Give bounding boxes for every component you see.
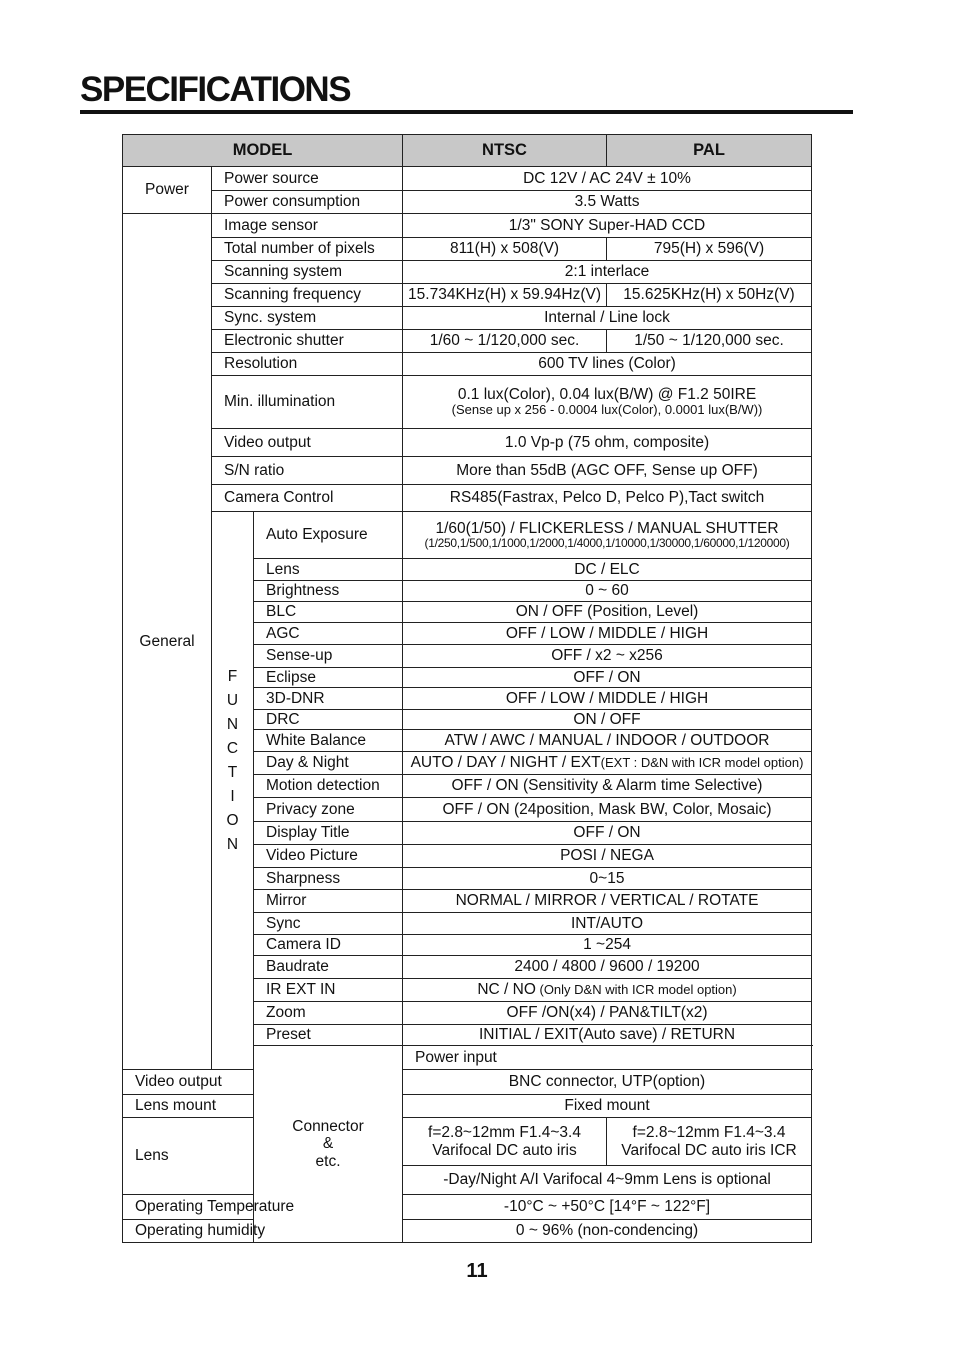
header-model: MODEL xyxy=(123,135,403,167)
title-rule xyxy=(80,110,853,114)
row-value-text: OFF / x2 ~ x256 xyxy=(551,647,663,665)
row-label: Auto Exposure xyxy=(254,512,403,559)
row-value xyxy=(403,602,812,623)
table-row xyxy=(123,1195,812,1220)
table-row xyxy=(123,353,812,376)
row-value xyxy=(403,890,812,913)
table-row xyxy=(123,485,812,512)
row-value-ntsc: 15.734KHz(H) x 59.94Hz(V) xyxy=(403,284,607,307)
group-general: General xyxy=(123,214,212,1070)
table-row xyxy=(123,167,812,191)
row-label: Camera Control xyxy=(212,485,403,512)
row-label: Camera ID xyxy=(254,935,403,956)
table-row xyxy=(123,1095,812,1118)
function-letter: F xyxy=(227,668,238,685)
row-value xyxy=(403,956,812,979)
row-label: Lens xyxy=(254,559,403,581)
row-value: 600 TV lines (Color) xyxy=(403,353,812,376)
illumination-note: (Sense up x 256 - 0.0004 lux(Color), 0.0001 lux(B/W)) xyxy=(451,402,763,418)
table-row xyxy=(123,214,812,238)
row-value xyxy=(403,688,812,710)
table-row xyxy=(123,238,812,261)
row-value: 0 ~ 96% (non-condencing) xyxy=(403,1220,812,1243)
row-label: Mirror xyxy=(254,890,403,913)
table-row xyxy=(123,307,812,330)
illumination-value: 0.1 lux(Color), 0.04 lux(B/W) @ F1.2 50IRE xyxy=(457,386,757,404)
row-value: More than 55dB (AGC OFF, Sense up OFF) xyxy=(403,457,812,485)
row-value xyxy=(403,845,812,868)
row-label: Preset xyxy=(254,1025,403,1046)
row-value-ntsc: 811(H) x 508(V) xyxy=(403,238,607,261)
row-value xyxy=(403,752,812,775)
row-value xyxy=(403,868,812,890)
row-value xyxy=(403,730,812,752)
row-value xyxy=(403,710,812,730)
row-label: Power consumption xyxy=(212,191,403,214)
page-number: 11 xyxy=(466,1260,488,1282)
row-label: Scanning frequency xyxy=(212,284,403,307)
row-value-text: AUTO / DAY / NIGHT / EXT xyxy=(410,754,601,772)
table-row xyxy=(123,1118,812,1166)
function-letter: T xyxy=(227,764,238,781)
function-letter: U xyxy=(226,692,239,709)
row-value xyxy=(403,1002,812,1025)
row-value-text: OFF / ON xyxy=(573,824,641,842)
header-row xyxy=(123,135,812,167)
row-value-text: INT/AUTO xyxy=(570,914,644,932)
table-row xyxy=(123,191,812,214)
table-row xyxy=(123,284,812,307)
row-value xyxy=(403,512,812,559)
row-value-ntsc xyxy=(403,1118,607,1166)
lens-pal-line: f=2.8~12mm F1.4~3.4 xyxy=(632,1124,786,1142)
header-ntsc: NTSC xyxy=(403,135,607,167)
row-label: Min. illumination xyxy=(212,376,403,429)
row-value-text: OFF / LOW / MIDDLE / HIGH xyxy=(505,689,709,707)
row-value xyxy=(403,935,812,956)
row-label: Image sensor xyxy=(212,214,403,238)
row-value-text: OFF / ON xyxy=(573,668,641,686)
group-function xyxy=(212,512,254,1070)
row-label: Power source xyxy=(212,167,403,191)
row-label: Display Title xyxy=(254,822,403,845)
row-value-text: OFF / ON (24position, Mask BW, Color, Mosaic) xyxy=(442,800,772,818)
row-label: Sense-up xyxy=(254,645,403,668)
specifications-table xyxy=(122,134,812,1243)
row-value-note: (EXT : D&N with ICR model option) xyxy=(600,755,804,771)
row-value: BNC connector, UTP(option) xyxy=(403,1070,812,1095)
row-label: Zoom xyxy=(254,1002,403,1025)
row-label: Lens mount xyxy=(123,1095,254,1118)
row-label: IR EXT IN xyxy=(254,979,403,1002)
row-value-text: INITIAL / EXIT(Auto save) / RETURN xyxy=(478,1026,736,1044)
row-label: Privacy zone xyxy=(254,798,403,822)
row-label: Video output xyxy=(123,1070,254,1095)
row-value-text: OFF / LOW / MIDDLE / HIGH xyxy=(505,624,709,642)
function-letter: I xyxy=(230,788,235,805)
row-value-text: POSI / NEGA xyxy=(560,847,654,865)
function-letter: N xyxy=(226,716,239,733)
row-value-text: 0~15 xyxy=(589,869,625,887)
row-value xyxy=(403,1025,812,1046)
row-value xyxy=(403,913,812,935)
row-value-pal: 795(H) x 596(V) xyxy=(607,238,812,261)
row-value: RS485(Fastrax, Pelco D, Pelco P),Tact switch xyxy=(403,485,812,512)
row-value xyxy=(403,581,812,602)
function-letter: N xyxy=(226,836,239,853)
row-value-text: DC / ELC xyxy=(574,560,640,578)
row-label: White Balance xyxy=(254,730,403,752)
row-label: Electronic shutter xyxy=(212,330,403,353)
row-value-ntsc: 1/60 ~ 1/120,000 sec. xyxy=(403,330,607,353)
table-row xyxy=(123,1220,812,1243)
row-value-text: OFF /ON(x4) / PAN&TILT(x2) xyxy=(506,1004,708,1022)
row-label: Resolution xyxy=(212,353,403,376)
row-value-text: OFF / ON (Sensitivity & Alarm time Selective) xyxy=(451,777,763,795)
row-label: Scanning system xyxy=(212,261,403,284)
row-label: Video output xyxy=(212,429,403,457)
row-value-text: ATW / AWC / MANUAL / INDOOR / OUTDOOR xyxy=(444,731,770,749)
row-value xyxy=(403,979,812,1002)
row-value xyxy=(403,559,812,581)
row-label: Power input xyxy=(403,1046,812,1070)
row-value xyxy=(403,822,812,845)
row-label: AGC xyxy=(254,623,403,645)
row-value-text: ON / OFF xyxy=(573,710,641,728)
row-value: Fixed mount xyxy=(403,1095,812,1118)
row-value: -Day/Night A/I Varifocal 4~9mm Lens is optional xyxy=(403,1166,812,1195)
row-label: Motion detection xyxy=(254,775,403,798)
lens-pal-line: Varifocal DC auto iris ICR xyxy=(621,1141,797,1159)
row-value-pal: 15.625KHz(H) x 50Hz(V) xyxy=(607,284,812,307)
row-label: Sync xyxy=(254,913,403,935)
table-row xyxy=(123,512,812,559)
row-value: 1.0 Vp-p (75 ohm, composite) xyxy=(403,429,812,457)
row-label: Sharpness xyxy=(254,868,403,890)
row-label: Operating Temperature xyxy=(123,1195,254,1220)
table-row xyxy=(123,376,812,429)
row-label: Day & Night xyxy=(254,752,403,775)
lens-ntsc-line: f=2.8~12mm F1.4~3.4 xyxy=(428,1124,581,1142)
row-label: S/N ratio xyxy=(212,457,403,485)
row-label: Video Picture xyxy=(254,845,403,868)
row-value-text: ON / OFF (Position, Level) xyxy=(515,603,699,621)
row-value-text: NC / NO xyxy=(477,981,536,999)
row-label: Sync. system xyxy=(212,307,403,330)
row-label: Baudrate xyxy=(254,956,403,979)
group-connector-line: Connector xyxy=(292,1118,364,1136)
table-row xyxy=(123,261,812,284)
header-pal: PAL xyxy=(607,135,812,167)
row-label: BLC xyxy=(254,602,403,623)
auto-exposure-note: (1/250,1/500,1/1000,1/2000,1/4000,1/10000,1/30000,1/60000,1/120000) xyxy=(424,535,790,550)
row-value: Internal / Line lock xyxy=(403,307,812,330)
page-title: SPECIFICATIONS xyxy=(80,70,351,109)
auto-exposure-value: 1/60(1/50) / FLICKERLESS / MANUAL SHUTTER xyxy=(435,519,779,537)
row-value-pal xyxy=(607,1118,812,1166)
row-value: 1/3" SONY Super-HAD CCD xyxy=(403,214,812,238)
table-row xyxy=(123,457,812,485)
row-value: DC 12V / AC 24V ± 10% xyxy=(403,167,812,191)
row-label: Brightness xyxy=(254,581,403,602)
row-value: -10°C ~ +50°C [14°F ~ 122°F] xyxy=(403,1195,812,1220)
row-value xyxy=(403,775,812,798)
table-row xyxy=(123,1070,812,1095)
row-value xyxy=(403,798,812,822)
row-value xyxy=(403,668,812,688)
function-letter: O xyxy=(226,812,239,829)
row-value: 3.5 Watts xyxy=(403,191,812,214)
function-letter: C xyxy=(226,740,239,757)
row-label: DRC xyxy=(254,710,403,730)
row-label: Total number of pixels xyxy=(212,238,403,261)
row-label: Eclipse xyxy=(254,668,403,688)
row-value-note: (Only D&N with ICR model option) xyxy=(535,982,737,998)
row-value-text: 2400 / 4800 / 9600 / 19200 xyxy=(514,958,700,976)
row-value: 2:1 interlace xyxy=(403,261,812,284)
row-value xyxy=(403,623,812,645)
row-label: Lens xyxy=(123,1118,254,1195)
row-label: 3D-DNR xyxy=(254,688,403,710)
row-label: Operating humidity xyxy=(123,1220,254,1243)
table-row xyxy=(123,429,812,457)
group-power: Power xyxy=(123,167,212,214)
table-row xyxy=(123,330,812,353)
lens-ntsc-line: Varifocal DC auto iris xyxy=(432,1141,577,1159)
group-connector-line: etc. xyxy=(315,1152,341,1170)
group-connector-line: & xyxy=(322,1135,334,1153)
row-value-text: 1 ~254 xyxy=(583,936,631,954)
row-value xyxy=(403,376,812,429)
row-value-pal: 1/50 ~ 1/120,000 sec. xyxy=(607,330,812,353)
row-value-text: 0 ~ 60 xyxy=(585,582,629,600)
row-value xyxy=(403,645,812,668)
row-value-text: NORMAL / MIRROR / VERTICAL / ROTATE xyxy=(455,892,759,910)
